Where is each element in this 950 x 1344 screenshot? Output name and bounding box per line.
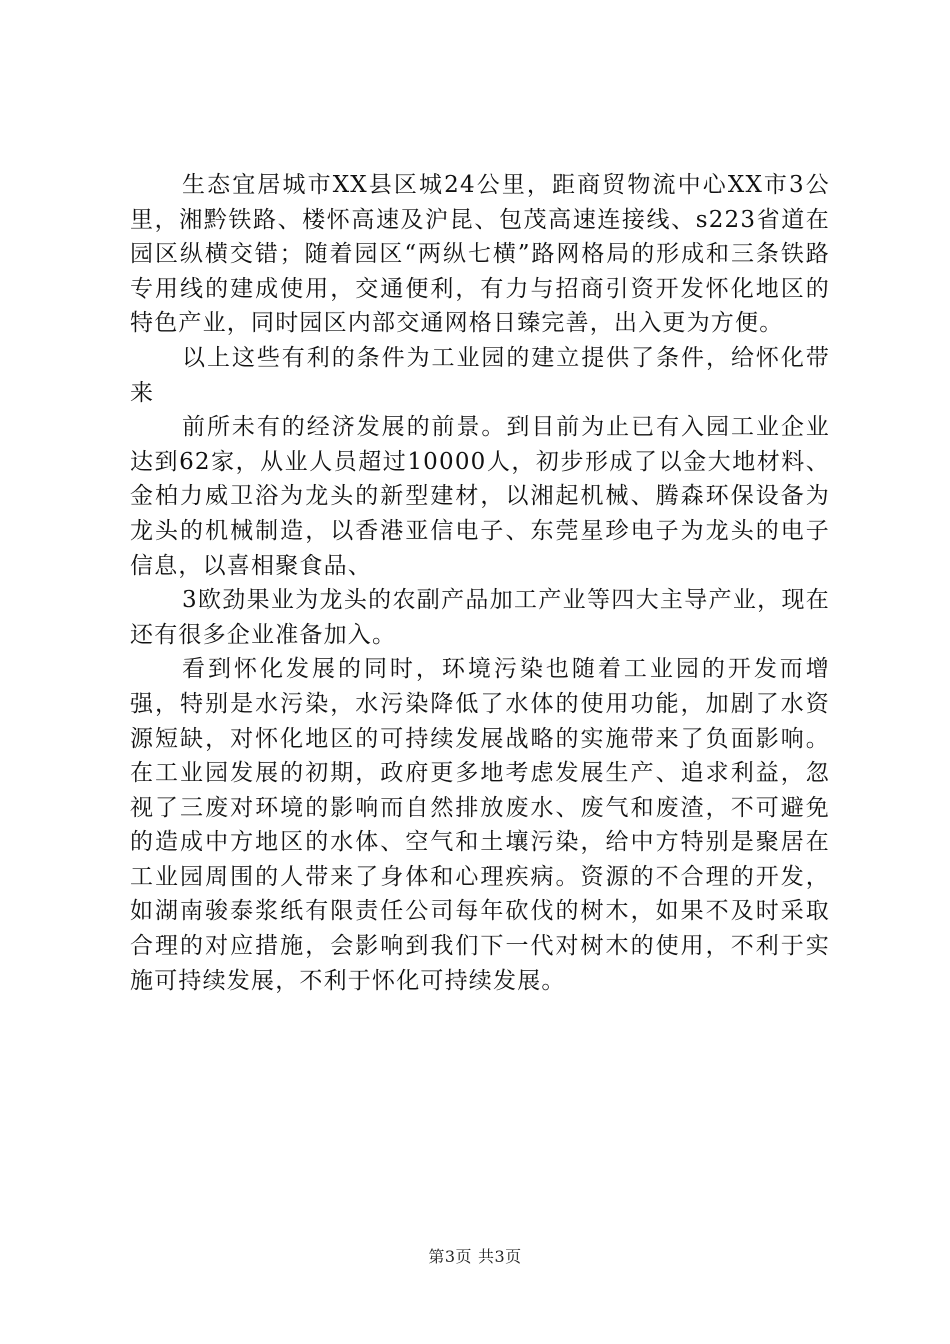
page-number: 第3页 — [428, 1247, 472, 1266]
paragraph-pollution: 看到怀化发展的同时，环境污染也随着工业园的开发而增强，特别是水污染，水污染降低了水体的使用功能，加剧了水资源短缺，对怀化地区的可持续发展战略的实施带来了负面影响。在工业园发展的初期，政府更多地考虑发展生产、追求利益，忽视了三废对环境的影响而自然排放废水、废气和废渣，不可避免的造成中方地区的水体、空气和土壤污染，给中方特别是聚居在工业园周围的人带来了身体和心理疾病。资源的不合理的开发，如湖南骏泰浆纸有限责任公司每年砍伐的树木，如果不及时采取合理的对应措施，会影响到我们下一代对树木的使用，不利于实施可持续发展，不利于怀化可持续发展。 — [130, 656, 830, 994]
page-total: 共3页 — [478, 1247, 522, 1266]
document-body — [130, 168, 830, 998]
paragraph-conditions: 以上这些有利的条件为工业园的建立提供了条件，给怀化带来 — [130, 344, 830, 406]
paragraph-development: 前所未有的经济发展的前景。到目前为止已有入园工业企业达到62家，从业人员超过10000人，初步形成了以金大地材料、金柏力威卫浴为龙头的新型建材，以湘起机械、腾森环保设备为龙头的机械制造，以香港亚信电子、东莞星珍电子为龙头的电子信息，以喜相聚食品、 — [130, 414, 830, 579]
paragraph-industries: 3欧劲果业为龙头的农副产品加工产业等四大主导产业，现在还有很多企业准备加入。 — [130, 587, 830, 648]
page-footer — [0, 1244, 950, 1267]
paragraph-location: 生态宜居城市XX县区城24公里，距商贸物流中心XX市3公里，湘黔铁路、楼怀高速及沪昆、包茂高速连接线、s223省道在园区纵横交错；随着园区“两纵七横”路网格局的形成和三条铁路专用线的建成使用，交通便利，有力与招商引资开发怀化地区的特色产业，同时园区内部交通网格日臻完善，出入更为方便。 — [130, 172, 830, 337]
